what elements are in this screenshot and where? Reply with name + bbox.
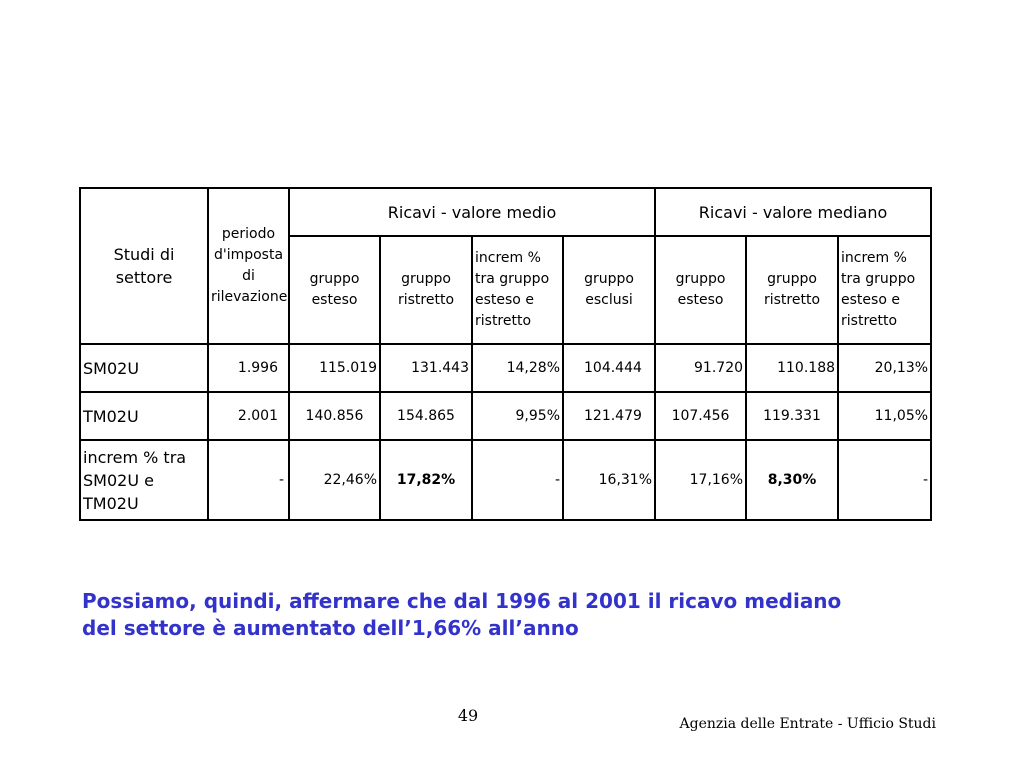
conclusion-text: Possiamo, quindi, affermare che dal 1996 al 2001 il ricavo mediano del settore è aumentato dell’1,66% all’anno bbox=[82, 589, 842, 640]
cell: 154.865 bbox=[380, 392, 472, 440]
subheader-gruppo-esclusi: gruppo esclusi bbox=[563, 236, 655, 344]
table-row bbox=[80, 344, 931, 392]
cell: 14,28% bbox=[472, 344, 563, 392]
table-row bbox=[80, 392, 931, 440]
subheader-increm-mediano: increm % tra gruppo esteso e ristretto bbox=[838, 236, 931, 344]
cell-periodo: - bbox=[208, 440, 289, 520]
cell: 17,16% bbox=[655, 440, 746, 520]
table-row bbox=[80, 440, 931, 520]
cell: 140.856 bbox=[289, 392, 380, 440]
header-valore-medio: Ricavi - valore medio bbox=[289, 188, 655, 236]
footer-source: Agenzia delle Entrate - Ufficio Studi bbox=[679, 716, 936, 732]
cell-bold: 17,82% bbox=[380, 440, 472, 520]
subheader-gruppo-esteso-mediano: gruppo esteso bbox=[655, 236, 746, 344]
row-label: TM02U bbox=[80, 392, 208, 440]
cell-periodo: 1.996 bbox=[208, 344, 289, 392]
header-studi: Studi di settore bbox=[80, 188, 208, 344]
row-label: increm % tra SM02U e TM02U bbox=[80, 440, 208, 520]
cell: 115.019 bbox=[289, 344, 380, 392]
row-label: SM02U bbox=[80, 344, 208, 392]
header-periodo: periodo d'imposta di rilevazione bbox=[208, 188, 289, 344]
cell: 20,13% bbox=[838, 344, 931, 392]
subheader-gruppo-esteso: gruppo esteso bbox=[289, 236, 380, 344]
subheader-increm: increm % tra gruppo esteso e ristretto bbox=[472, 236, 563, 344]
cell: 9,95% bbox=[472, 392, 563, 440]
data-table bbox=[79, 187, 932, 521]
subheader-gruppo-ristretto-mediano: gruppo ristretto bbox=[746, 236, 838, 344]
header-valore-mediano: Ricavi - valore mediano bbox=[655, 188, 931, 236]
cell: 107.456 bbox=[655, 392, 746, 440]
cell: 11,05% bbox=[838, 392, 931, 440]
subheader-gruppo-ristretto: gruppo ristretto bbox=[380, 236, 472, 344]
cell: - bbox=[838, 440, 931, 520]
cell: 22,46% bbox=[289, 440, 380, 520]
cell: 121.479 bbox=[563, 392, 655, 440]
cell: 104.444 bbox=[563, 344, 655, 392]
cell: 119.331 bbox=[746, 392, 838, 440]
cell-bold: 8,30% bbox=[746, 440, 838, 520]
cell: - bbox=[472, 440, 563, 520]
cell: 110.188 bbox=[746, 344, 838, 392]
page-number: 49 bbox=[457, 706, 479, 725]
cell: 16,31% bbox=[563, 440, 655, 520]
cell-periodo: 2.001 bbox=[208, 392, 289, 440]
cell: 91.720 bbox=[655, 344, 746, 392]
cell: 131.443 bbox=[380, 344, 472, 392]
